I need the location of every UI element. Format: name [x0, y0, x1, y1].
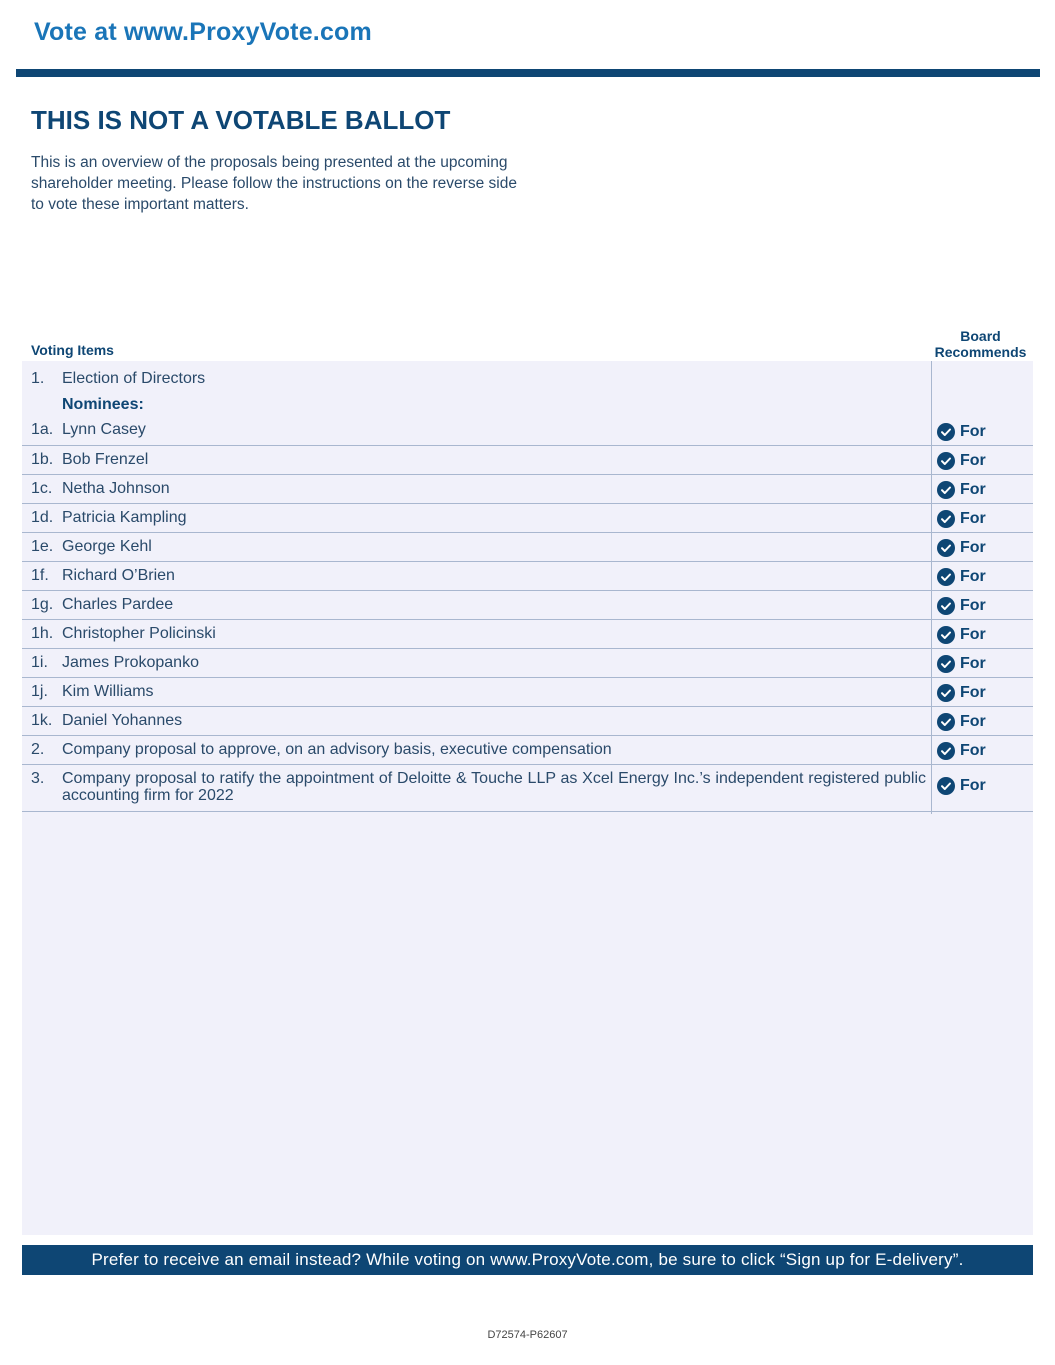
table-row: [22, 591, 1033, 620]
intro-text: This is an overview of the proposals being presented at the upcoming shareholder meeting. Please follow the instructions on the reverse side to vote these important matters.: [31, 154, 517, 213]
item-number: 1.: [31, 370, 45, 387]
table-row: [22, 649, 1033, 678]
table-row: [22, 475, 1033, 504]
item-1-election: [22, 361, 1033, 446]
board-recommendation: [937, 452, 986, 470]
vote-label: For: [960, 777, 986, 794]
item-text: James Prokopanko: [62, 654, 199, 671]
table-row: [22, 562, 1033, 591]
item-number: 1j.: [31, 683, 48, 700]
nominees-label: Nominees:: [62, 396, 144, 413]
check-circle-icon: [937, 568, 955, 586]
item-text: Kim Williams: [62, 683, 154, 700]
check-circle-icon: [937, 481, 955, 499]
item-number: 1i.: [31, 654, 48, 671]
item-text: Netha Johnson: [62, 480, 170, 497]
table-row: [22, 678, 1033, 707]
board-recommendation: [937, 713, 986, 731]
item-text: Christopher Policinski: [62, 625, 216, 642]
table-row: [22, 504, 1033, 533]
e-delivery-banner: Prefer to receive an email instead? While voting on www.ProxyVote.com, be sure to click “Sign up for E-delivery”.: [22, 1245, 1033, 1275]
item-text: Company proposal to ratify the appointment of Deloitte & Touche LLP as Xcel Energy Inc.’s independent registered public accounting firm for 2022: [62, 770, 926, 804]
item-number: 1c.: [31, 480, 53, 497]
board-recommendation: [937, 568, 986, 586]
voting-items-table: [22, 361, 1033, 812]
item-text: Company proposal to approve, on an advisory basis, executive compensation: [62, 741, 612, 758]
item-number: 1h.: [31, 625, 54, 642]
vote-label: For: [960, 481, 986, 498]
vote-label: For: [960, 684, 986, 701]
item-text: Daniel Yohannes: [62, 712, 183, 729]
check-circle-icon: [937, 742, 955, 760]
vote-label: For: [960, 597, 986, 614]
proxyvote-link[interactable]: Vote at www.ProxyVote.com: [34, 18, 372, 46]
item-number: 1d.: [31, 509, 54, 526]
vote-label: For: [960, 510, 986, 527]
page-title: THIS IS NOT A VOTABLE BALLOT: [31, 105, 451, 135]
board-recommendation: [937, 742, 986, 760]
board-recommendation: [937, 684, 986, 702]
item-text: Bob Frenzel: [62, 451, 149, 468]
check-circle-icon: [937, 452, 955, 470]
table-row: [22, 533, 1033, 562]
item-text: Patricia Kampling: [62, 509, 187, 526]
vote-label: For: [960, 742, 986, 759]
check-circle-icon: [937, 777, 955, 795]
item-number: 1g.: [31, 596, 54, 613]
table-row: [22, 707, 1033, 736]
vote-label: For: [960, 423, 986, 440]
item-text: Election of Directors: [62, 370, 206, 387]
table-row: [22, 446, 1033, 475]
item-number: 1k.: [31, 712, 53, 729]
table-row: [22, 765, 1033, 812]
board-recommendation: [937, 423, 986, 441]
item-text: Charles Pardee: [62, 596, 174, 613]
board-recommendation: [937, 777, 986, 795]
table-row: [22, 736, 1033, 765]
item-text: Richard O’Brien: [62, 567, 175, 584]
vote-label: For: [960, 626, 986, 643]
vote-label: For: [960, 452, 986, 469]
check-circle-icon: [937, 510, 955, 528]
board-recommendation: [937, 597, 986, 615]
check-circle-icon: [937, 597, 955, 615]
check-circle-icon: [937, 423, 955, 441]
header-rule: [16, 69, 1040, 77]
item-number: 1b.: [31, 451, 54, 468]
item-number: 1e.: [31, 538, 54, 555]
check-circle-icon: [937, 539, 955, 557]
table-row: [22, 620, 1033, 649]
board-recommendation: [937, 539, 986, 557]
item-number: 1f.: [31, 567, 49, 584]
document-code: D72574-P62607: [487, 1329, 568, 1341]
vote-label: For: [960, 539, 986, 556]
vote-label: For: [960, 655, 986, 672]
check-circle-icon: [937, 655, 955, 673]
board-recommendation: [937, 481, 986, 499]
check-circle-icon: [937, 626, 955, 644]
item-text: Lynn Casey: [62, 421, 146, 438]
item-number: 2.: [31, 741, 45, 758]
board-recommendation: [937, 655, 986, 673]
item-text: George Kehl: [62, 538, 152, 555]
vote-label: For: [960, 568, 986, 585]
board-recommendation: [937, 626, 986, 644]
vote-label: For: [960, 713, 986, 730]
check-circle-icon: [937, 684, 955, 702]
item-number: 1a.: [31, 421, 54, 438]
board-recommendation: [937, 510, 986, 528]
board-recommends-header: Board Recommends: [934, 328, 1027, 360]
check-circle-icon: [937, 713, 955, 731]
item-number: 3.: [31, 770, 45, 787]
voting-items-header: Voting Items: [31, 342, 114, 358]
